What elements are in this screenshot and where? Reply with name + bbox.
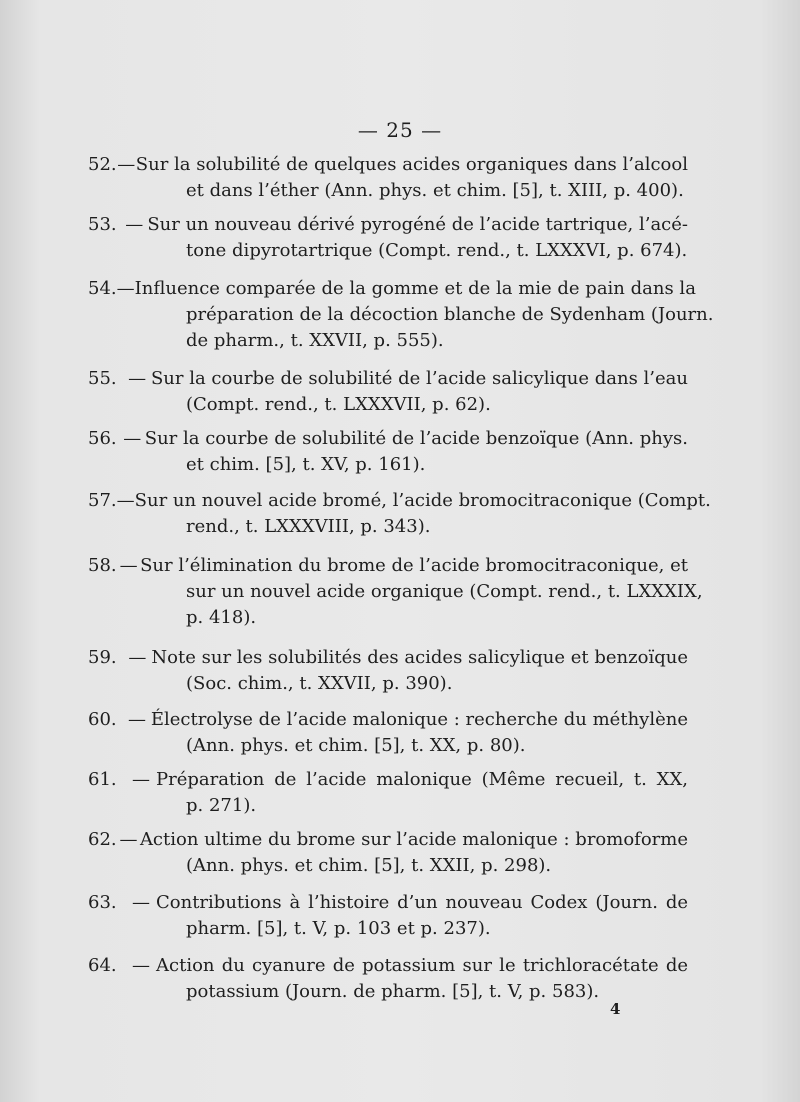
entry-60: [88, 707, 688, 759]
entry-dash: —: [127, 709, 146, 730]
entry-text-line: Sur la solubilité de quelques acides organiques dans l’alcool: [135, 154, 688, 175]
entry-number: 53.: [88, 214, 117, 235]
entry-dash: —: [116, 278, 135, 299]
entry-number: 59.: [88, 647, 117, 668]
entry-number: 52.: [88, 154, 117, 175]
entry-number: 58.: [88, 555, 117, 576]
entry-text-line: et dans l’éther (Ann. phys. et chim. [5], t. XIII, p. 400).: [186, 180, 684, 201]
entry-dash: —: [132, 769, 150, 790]
page-number: — 25 —: [357, 118, 443, 142]
entry-text-line: Influence comparée de la gomme et de la mie de pain dans la: [134, 278, 696, 299]
entry-53: [88, 212, 688, 264]
entry-text-line: (Ann. phys. et chim. [5], t. XXII, p. 298).: [186, 855, 552, 876]
entry-number: 60.: [88, 709, 117, 730]
entry-text-line: Action ultime du brome sur l’acide malonique : bromoforme: [139, 829, 688, 850]
entry-dash: —: [119, 555, 138, 576]
entry-text-line: rend., t. LXXXVIII, p. 343).: [186, 516, 431, 537]
entry-text-line: Sur l’élimination du brome de l’acide bromocitraconique, et: [140, 555, 688, 576]
entry-number: 61.: [88, 769, 117, 790]
entry-57: [88, 488, 711, 540]
entry-dash: —: [119, 829, 138, 850]
entry-text-line: potassium (Journ. de pharm. [5], t. V, p. 583).: [186, 981, 600, 1002]
signature-mark: 4: [610, 1000, 621, 1018]
entry-text-line: (Soc. chim., t. XXVII, p. 390).: [186, 673, 453, 694]
entry-text-line: Contributions à l’histoire d’un nouveau Codex (Journ. de: [156, 892, 688, 913]
entry-dash: —: [132, 955, 150, 976]
entry-number: 63.: [88, 892, 117, 913]
entry-text-line: (Ann. phys. et chim. [5], t. XX, p. 80).: [186, 735, 526, 756]
entry-text-line: pharm. [5], t. V, p. 103 et p. 237).: [186, 918, 491, 939]
entry-text-line: Note sur les solubilités des acides salicylique et benzoïque: [151, 647, 688, 668]
entry-text-line: (Compt. rend., t. LXXXVII, p. 62).: [186, 394, 491, 415]
entry-text-line: préparation de la décoction blanche de Sydenham (Journ.: [186, 304, 714, 325]
entry-number: 55.: [88, 368, 117, 389]
entry-54: [88, 276, 714, 354]
entry-text-line: Sur la courbe de solubilité de l’acide salicylique dans l’eau: [150, 368, 688, 389]
entry-text-line: Sur un nouveau dérivé pyrogéné de l’acide tartrique, l’acé-: [147, 214, 688, 235]
entry-text-line: sur un nouvel acide organique (Compt. rend., t. LXXXIX,: [186, 581, 703, 602]
entry-61: [88, 767, 688, 819]
entry-dash: —: [128, 368, 147, 389]
entry-text-line: Préparation de l’acide malonique (Même recueil, t. XX,: [156, 769, 688, 790]
entry-55: [88, 366, 688, 418]
entry-dash: —: [125, 214, 144, 235]
entry-text-line: Électrolyse de l’acide malonique : recherche du méthylène: [150, 709, 688, 730]
entry-62: [88, 827, 688, 879]
entry-58: [88, 553, 703, 631]
entry-dash: —: [116, 490, 135, 511]
entry-dash: —: [132, 892, 150, 913]
entry-56: [88, 426, 688, 478]
entry-dash: —: [128, 647, 147, 668]
entry-59: [88, 645, 688, 697]
entry-dash: —: [123, 428, 142, 449]
entry-dash: —: [117, 154, 136, 175]
entry-number: 64.: [88, 955, 117, 976]
entry-text-line: Action du cyanure de potassium sur le trichloracétate de: [156, 955, 688, 976]
entry-number: 57.: [88, 490, 117, 511]
entry-text-line: Sur un nouvel acide bromé, l’acide bromocitraconique (Compt.: [134, 490, 711, 511]
entry-text-line: de pharm., t. XXVII, p. 555).: [186, 330, 444, 351]
entry-text-line: et chim. [5], t. XV, p. 161).: [186, 454, 426, 475]
entry-text-line: tone dipyrotartrique (Compt. rend., t. LXXXVI, p. 674).: [186, 240, 688, 261]
entry-number: 62.: [88, 829, 117, 850]
entry-63: [88, 890, 688, 942]
entry-number: 54.: [88, 278, 117, 299]
entry-64: [88, 953, 688, 1005]
entry-text-line: p. 271).: [186, 795, 257, 816]
entry-text-line: p. 418).: [186, 607, 257, 628]
entry-number: 56.: [88, 428, 117, 449]
entry-52: [88, 152, 688, 204]
entry-text-line: Sur la courbe de solubilité de l’acide benzoïque (Ann. phys.: [144, 428, 688, 449]
